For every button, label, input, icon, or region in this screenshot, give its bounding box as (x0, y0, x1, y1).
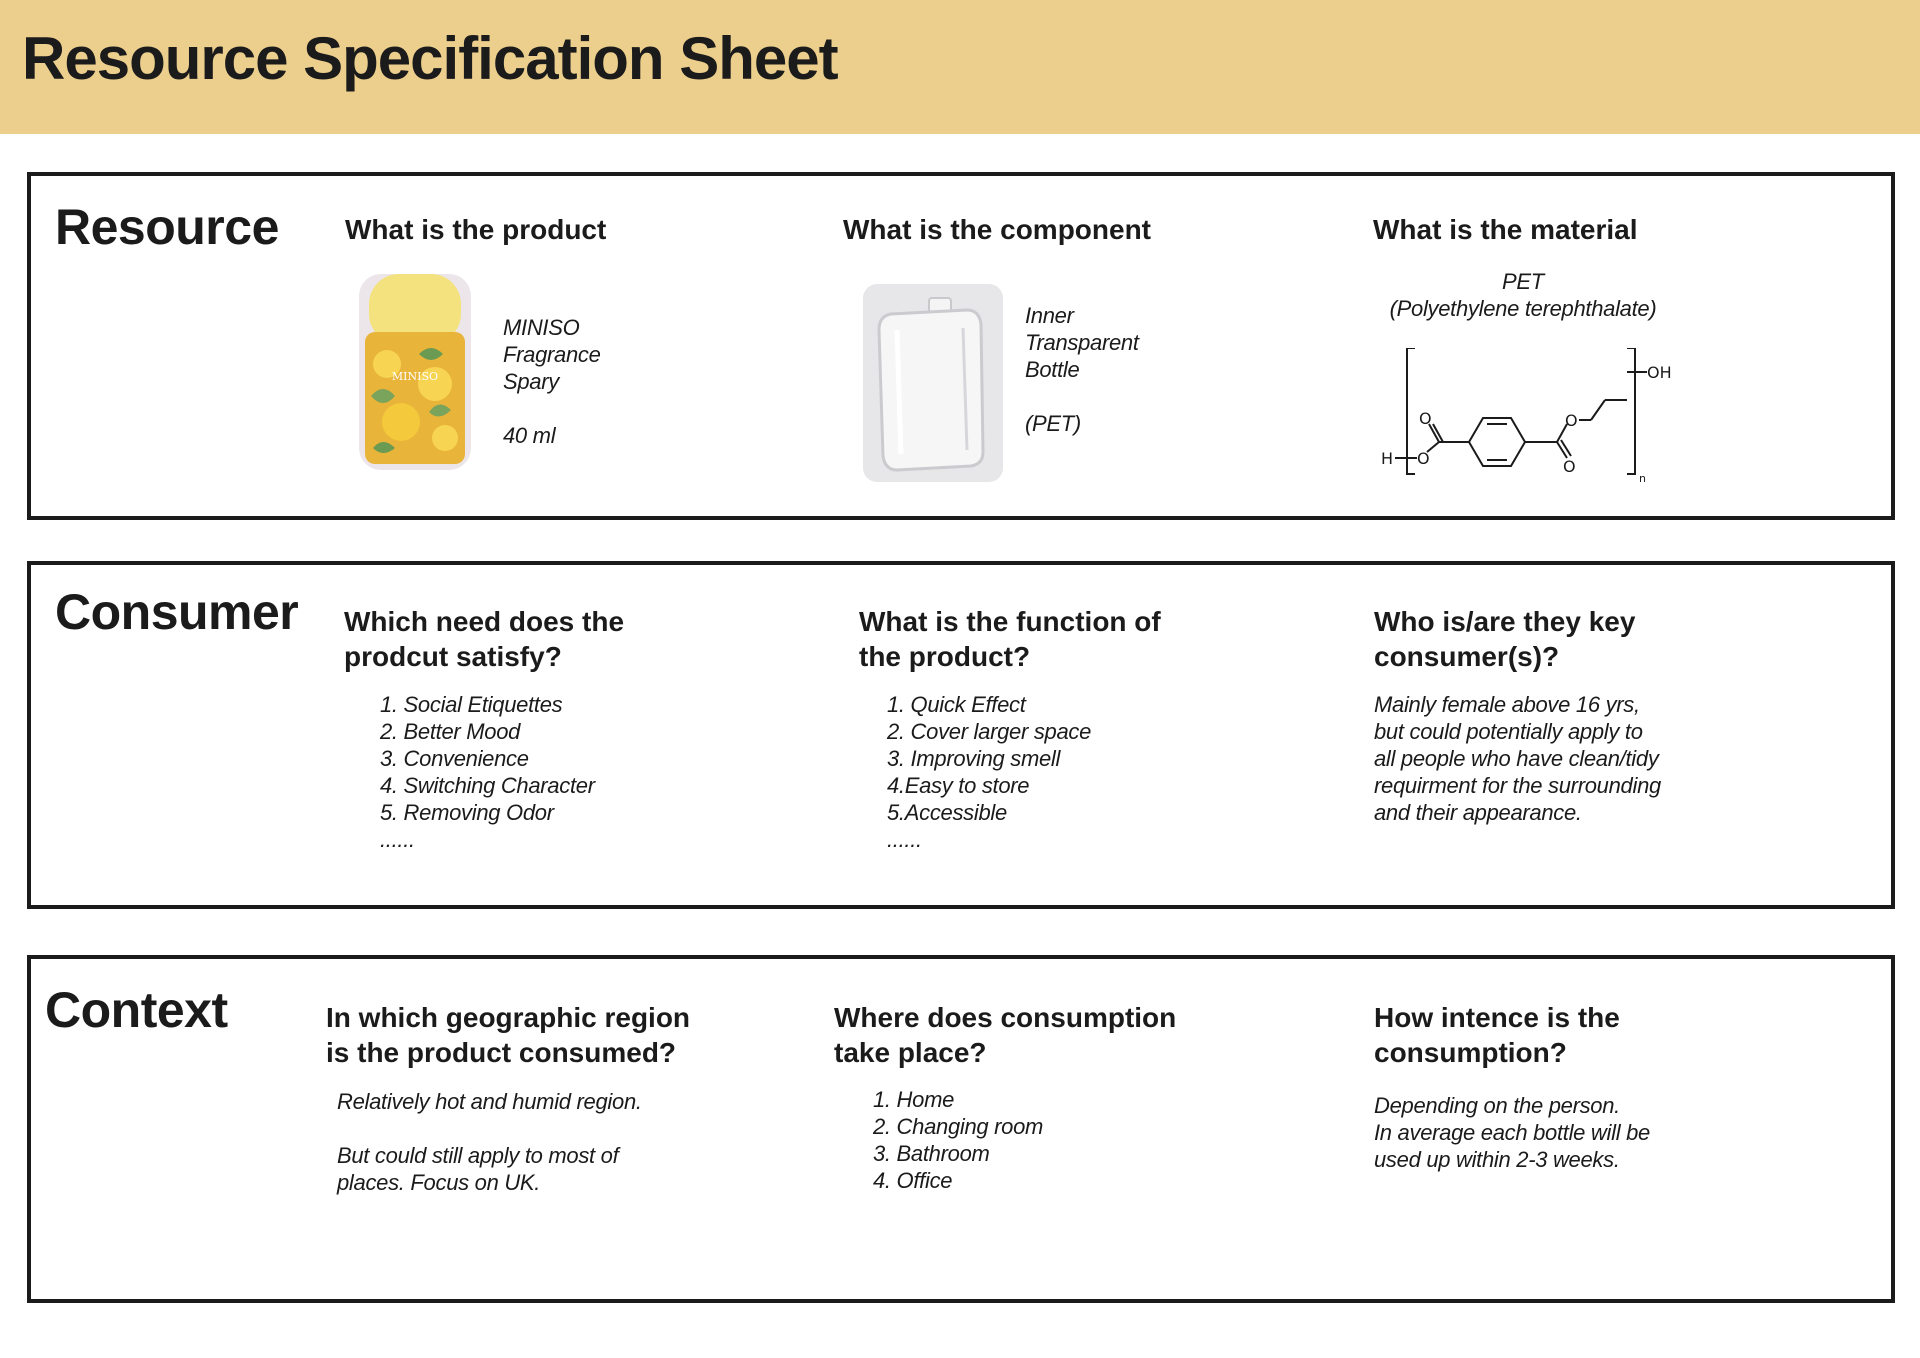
need-item: 5. Removing Odor (380, 800, 554, 825)
bottle-brand-text: MINISO (391, 370, 439, 383)
context-section (27, 955, 1895, 1303)
need-list (380, 691, 595, 853)
pet-structure-diagram (1377, 348, 1677, 488)
page-title: Resource Specification Sheet (22, 25, 838, 92)
material-name: PET (1502, 269, 1544, 294)
function-item: 4.Easy to store (887, 773, 1030, 798)
transparent-bottle-image (863, 284, 1003, 482)
structure-h-label: H (1381, 449, 1394, 468)
component-question: What is the component (843, 214, 1151, 245)
resource-title: Resource (55, 199, 279, 255)
structure-oh-label: OH (1647, 363, 1672, 382)
structure-n-label: n (1639, 472, 1646, 485)
resource-section (27, 172, 1895, 520)
material-question: What is the material (1373, 214, 1638, 245)
component-label: Inner Transparent Bottle (PET) (1025, 303, 1139, 436)
function-item: 3. Improving smell (887, 746, 1061, 771)
need-item: 2. Better Mood (380, 719, 521, 744)
place-item: 1. Home (873, 1087, 955, 1112)
intensity-question: How intence is the consumption? (1374, 1002, 1620, 1068)
structure-o-label-3: O (1563, 457, 1576, 476)
place-item: 4. Office (873, 1168, 953, 1193)
key-consumers-question: Who is/are they key consumer(s)? (1374, 606, 1636, 672)
function-item: ...... (887, 827, 922, 852)
place-item: 2. Changing room (873, 1114, 1044, 1139)
region-text: Relatively hot and humid region. But could still apply to most of places. Focus on UK. (337, 1089, 642, 1195)
place-list (873, 1086, 1043, 1194)
header-bar (0, 0, 1920, 134)
material-full-name: (Polyethylene terephthalate) (1389, 296, 1657, 321)
context-title: Context (45, 982, 228, 1038)
function-question: What is the function of the product? (859, 606, 1161, 672)
structure-o-label-2: O (1419, 409, 1432, 428)
intensity-text: Depending on the person. In average each bottle will be used up within 2-3 weeks. (1374, 1093, 1650, 1172)
need-item: ...... (380, 827, 415, 852)
product-label: MINISO Fragrance Spary 40 ml (503, 315, 601, 448)
function-item: 1. Quick Effect (887, 692, 1026, 717)
consumer-title: Consumer (55, 584, 299, 640)
key-consumers-text: Mainly female above 16 yrs, but could potentially apply to all people who have clean/tidy requirment for the surrounding and their appearance. (1374, 692, 1661, 825)
fragrance-spray-image (357, 272, 473, 472)
function-list (887, 691, 1091, 853)
place-item: 3. Bathroom (873, 1141, 990, 1166)
structure-o-label-4: O (1565, 411, 1578, 430)
structure-o-label-1: O (1417, 449, 1430, 468)
need-question: Which need does the prodcut satisfy? (344, 606, 625, 672)
need-item: 4. Switching Character (380, 773, 595, 798)
place-question: Where does consumption take place? (834, 1002, 1177, 1068)
region-question: In which geographic region is the product consumed? (326, 1002, 691, 1068)
need-item: 1. Social Etiquettes (380, 692, 563, 717)
consumer-section (27, 561, 1895, 909)
function-item: 5.Accessible (887, 800, 1007, 825)
function-item: 2. Cover larger space (887, 719, 1092, 744)
product-question: What is the product (345, 214, 607, 245)
need-item: 3. Convenience (380, 746, 529, 771)
